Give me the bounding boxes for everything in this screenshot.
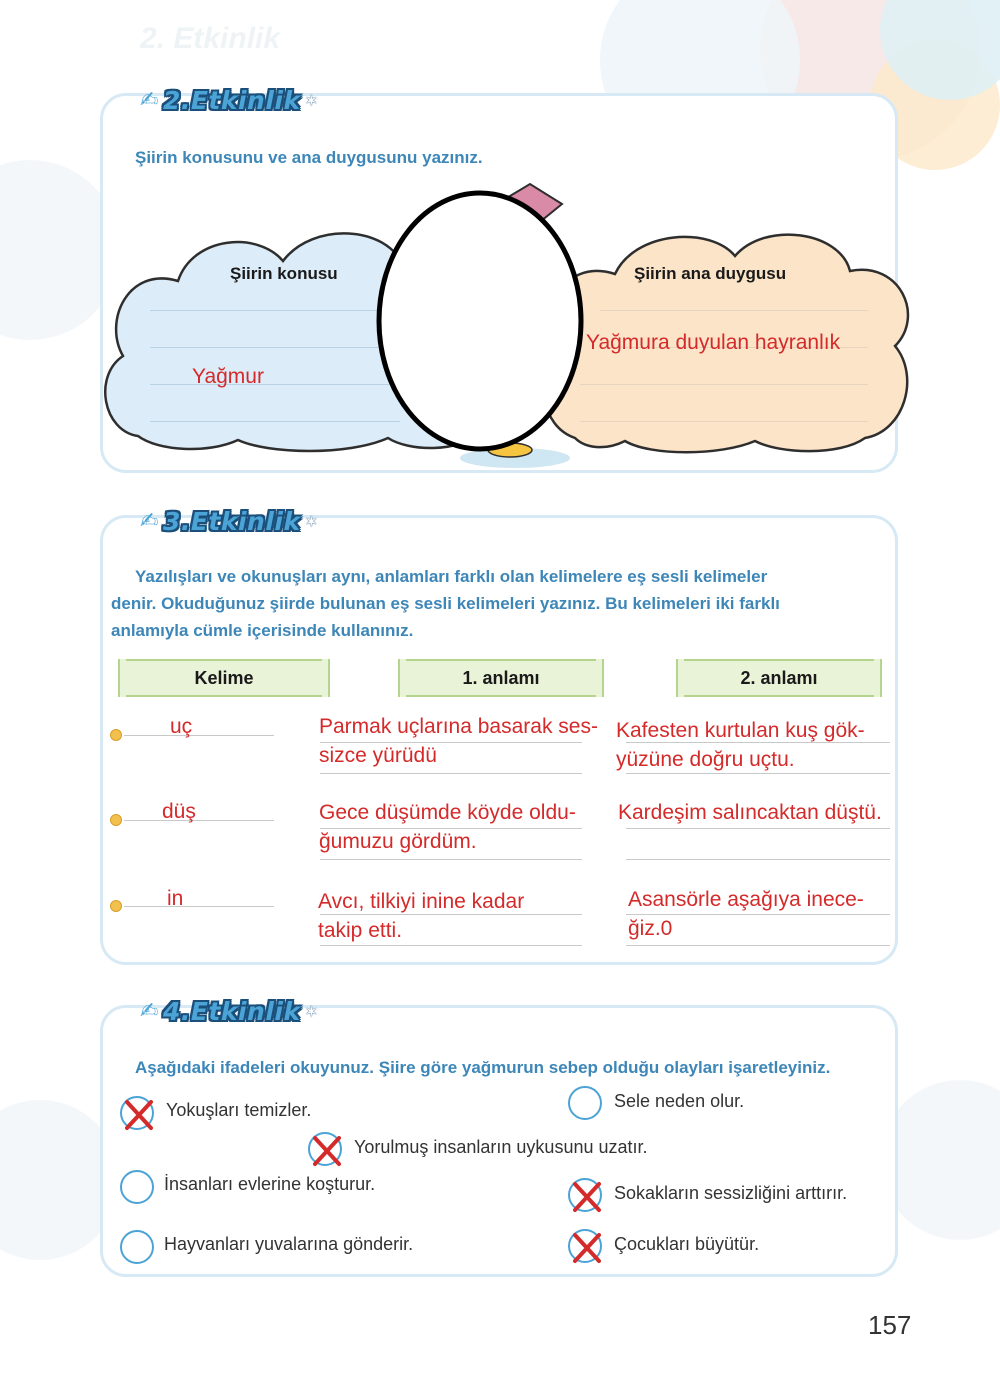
cross-mark-icon xyxy=(570,1231,604,1265)
row1-meaning2-line2: yüzüne doğru uçtu. xyxy=(616,748,795,771)
activity2-badge-label: 2.Etkinlik xyxy=(162,86,301,115)
row2-word: düş xyxy=(162,800,196,823)
activity3-instruction-line-1: Yazılışları ve okunuşları aynı, anlamları farklı olan kelimelere eş sesli kelimeler xyxy=(135,567,768,586)
activity3-instruction-line-3: anlamıyla cümle içerisinde kullanınız. xyxy=(111,621,414,640)
row2-meaning2-line1: Kardeşim salıncaktan düştü. xyxy=(618,801,882,824)
row1-meaning2-line1: Kafesten kurtulan kuş gök- xyxy=(616,719,865,742)
masked-oval xyxy=(374,188,586,454)
right-cloud-answer: Yağmura duyulan hayranlık xyxy=(586,331,841,354)
row1-word: uç xyxy=(170,715,193,738)
child-icon: ✍ xyxy=(140,999,159,1024)
row3-meaning1-line2: takip etti. xyxy=(318,919,403,942)
bullet-dot xyxy=(110,729,122,741)
option-checkbox-5[interactable] xyxy=(568,1178,602,1212)
writing-line xyxy=(320,773,582,774)
option-checkbox-6[interactable] xyxy=(120,1230,154,1264)
activity3-badge xyxy=(140,507,319,536)
star-icon: ✶ xyxy=(304,1002,319,1021)
row3-meaning2-line2: ğiz.0 xyxy=(628,917,673,940)
writing-line xyxy=(626,828,890,829)
option-label-3: Yorulmuş insanların uykusunu uzatır. xyxy=(354,1137,648,1157)
activity4-badge-label: 4.Etkinlik xyxy=(162,997,301,1026)
cross-mark-icon xyxy=(310,1134,344,1168)
column-header-word: Kelime xyxy=(118,659,330,697)
bullet-dot xyxy=(110,814,122,826)
writing-line xyxy=(124,735,274,736)
option-label-4: İnsanları evlerine koşturur. xyxy=(164,1174,376,1194)
writing-line xyxy=(150,384,400,385)
row2-meaning1-line2: ğumuzu gördüm. xyxy=(319,830,477,853)
activity3-badge-label: 3.Etkinlik xyxy=(162,507,301,536)
bullet-dot xyxy=(110,900,122,912)
faded-heading: 2. Etkinlik xyxy=(140,22,281,55)
writing-line xyxy=(626,945,890,946)
activity2-badge xyxy=(140,86,319,115)
row2-meaning1-line1: Gece düşümde köyde oldu- xyxy=(319,801,576,824)
writing-line xyxy=(124,820,274,821)
option-checkbox-7[interactable] xyxy=(568,1229,602,1263)
writing-line xyxy=(600,310,868,311)
writing-line xyxy=(150,310,400,311)
writing-line xyxy=(580,384,868,385)
writing-line xyxy=(580,421,868,422)
activity4-instruction: Aşağıdaki ifadeleri okuyunuz. Şiire göre yağmurun sebep olduğu olayları işaretleyiniz. xyxy=(135,1058,831,1077)
activity3-instruction-line-2: denir. Okuduğunuz şiirde bulunan eş sesli kelimeleri yazınız. Bu kelimeleri iki farklı xyxy=(111,594,780,613)
child-icon: ✍ xyxy=(140,509,159,534)
star-icon: ✶ xyxy=(304,512,319,531)
option-checkbox-4[interactable] xyxy=(120,1170,154,1204)
row3-meaning1-line1: Avcı, tilkiyi inine kadar xyxy=(318,890,525,913)
option-label-6: Hayvanları yuvalarına gönderir. xyxy=(164,1234,414,1254)
writing-line xyxy=(320,859,582,860)
writing-line xyxy=(626,859,890,860)
option-label-1: Yokuşları temizler. xyxy=(166,1100,312,1120)
left-cloud-title: Şiirin konusu xyxy=(230,264,338,283)
child-icon: ✍ xyxy=(140,88,159,113)
option-label-2: Sele neden olur. xyxy=(614,1091,745,1111)
cross-mark-icon xyxy=(122,1098,156,1132)
option-label-5: Sokakların sessizliğini arttırır. xyxy=(614,1183,848,1203)
option-checkbox-3[interactable] xyxy=(308,1132,342,1166)
column-header-meaning2: 2. anlamı xyxy=(676,659,882,697)
row3-word: in xyxy=(167,887,184,910)
page-number: 157 xyxy=(868,1310,912,1340)
column-header-meaning1: 1. anlamı xyxy=(398,659,604,697)
row1-meaning1-line1: Parmak uçlarına basarak ses- xyxy=(319,715,598,738)
option-label-7: Çocukları büyütür. xyxy=(614,1234,760,1254)
background-circle xyxy=(880,1080,1000,1240)
activity2-instruction: Şiirin konusunu ve ana duygusunu yazınız. xyxy=(135,148,483,167)
writing-line xyxy=(150,421,400,422)
activity4-badge xyxy=(140,997,319,1026)
row1-meaning1-line2: sizce yürüdü xyxy=(319,744,437,767)
option-checkbox-2[interactable] xyxy=(568,1086,602,1120)
writing-line xyxy=(124,906,274,907)
right-cloud-title: Şiirin ana duygusu xyxy=(634,264,787,283)
writing-line xyxy=(320,945,582,946)
cross-mark-icon xyxy=(570,1180,604,1214)
row3-meaning2-line1: Asansörle aşağıya inece- xyxy=(628,888,864,911)
option-checkbox-1[interactable] xyxy=(120,1096,154,1130)
writing-line xyxy=(150,347,400,348)
star-icon: ✶ xyxy=(304,91,319,110)
left-cloud-answer: Yağmur xyxy=(192,365,264,388)
